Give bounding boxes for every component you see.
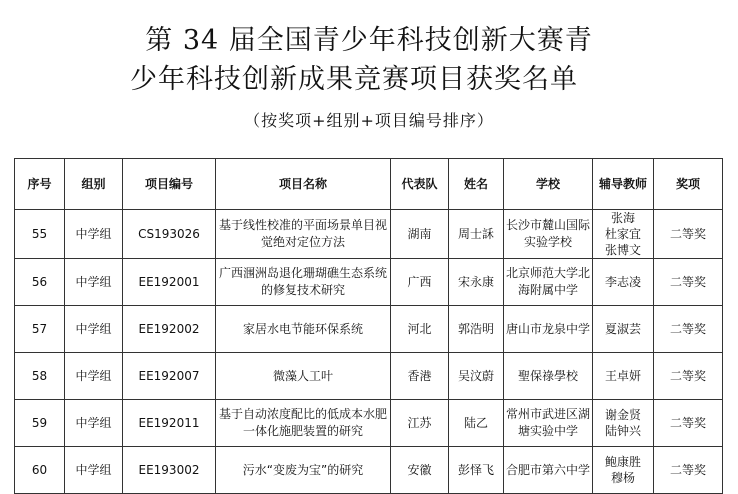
- cell-project-name: 污水“变废为宝”的研究: [216, 447, 391, 494]
- cell-tutor: [593, 400, 654, 447]
- cell-student: 吴汶蔚: [449, 353, 504, 400]
- cell-group: 中学组: [65, 447, 123, 494]
- tutor-name: 谢金贤: [604, 408, 641, 422]
- cell-seq: 59: [15, 400, 65, 447]
- document-title-line-1: 第 34 届全国青少年科技创新大赛青: [145, 25, 593, 56]
- cell-school: 聖保祿學校: [504, 353, 593, 400]
- tutor-name: 张海: [610, 211, 635, 225]
- cell-school: 唐山市龙泉中学: [504, 306, 593, 353]
- header-code: 项目编号: [123, 159, 216, 210]
- cell-group: 中学组: [65, 400, 123, 447]
- header-school: 学校: [504, 159, 593, 210]
- cell-award: 二等奖: [654, 447, 723, 494]
- cell-team: 河北: [391, 306, 449, 353]
- header-project-name: 项目名称: [216, 159, 391, 210]
- tutor-name: 穆杨: [610, 471, 635, 485]
- cell-team: 广西: [391, 259, 449, 306]
- cell-award: 二等奖: [654, 306, 723, 353]
- cell-student: 郭浩明: [449, 306, 504, 353]
- cell-student: 周士訸: [449, 210, 504, 259]
- cell-team: 安徽: [391, 447, 449, 494]
- cell-tutor: [593, 210, 654, 259]
- cell-team: 香港: [391, 353, 449, 400]
- cell-award: 二等奖: [654, 400, 723, 447]
- table-row: [15, 259, 723, 306]
- cell-student: 彭怿飞: [449, 447, 504, 494]
- cell-code: EE192011: [123, 400, 216, 447]
- cell-seq: 56: [15, 259, 65, 306]
- cell-student: 陆乙: [449, 400, 504, 447]
- cell-school: 常州市武进区湖塘实验中学: [504, 400, 593, 447]
- tutor-name: 鲍康胜: [604, 455, 641, 469]
- table-row: [15, 210, 723, 259]
- tutor-name: 李志凌: [604, 275, 641, 289]
- cell-tutor: [593, 306, 654, 353]
- cell-seq: 60: [15, 447, 65, 494]
- tutor-name: 夏淑芸: [604, 322, 641, 336]
- cell-student: 宋永康: [449, 259, 504, 306]
- cell-project-name: 家居水电节能环保系统: [216, 306, 391, 353]
- cell-code: EE192007: [123, 353, 216, 400]
- cell-code: EE192001: [123, 259, 216, 306]
- cell-code: CS193026: [123, 210, 216, 259]
- header-seq: 序号: [15, 159, 65, 210]
- cell-team: 江苏: [391, 400, 449, 447]
- cell-tutor: [593, 353, 654, 400]
- cell-school: 北京师范大学北海附属中学: [504, 259, 593, 306]
- tutor-name: 杜家宜: [604, 227, 641, 241]
- awards-table: [14, 158, 723, 494]
- cell-school: 长沙市麓山国际实验学校: [504, 210, 593, 259]
- header-award: 奖项: [654, 159, 723, 210]
- cell-award: 二等奖: [654, 259, 723, 306]
- cell-code: EE192002: [123, 306, 216, 353]
- cell-team: 湖南: [391, 210, 449, 259]
- header-group: 组别: [65, 159, 123, 210]
- cell-project-name: 微藻人工叶: [216, 353, 391, 400]
- cell-seq: 55: [15, 210, 65, 259]
- document-subtitle: （按奖项+组别+项目编号排序）: [244, 111, 494, 130]
- cell-seq: 57: [15, 306, 65, 353]
- table-row: [15, 306, 723, 353]
- cell-group: 中学组: [65, 210, 123, 259]
- table-header-row: [15, 159, 723, 210]
- table-row: [15, 447, 723, 494]
- cell-tutor: [593, 447, 654, 494]
- header-tutor: 辅导教师: [593, 159, 654, 210]
- cell-school: 合肥市第六中学: [504, 447, 593, 494]
- cell-group: 中学组: [65, 353, 123, 400]
- cell-group: 中学组: [65, 306, 123, 353]
- document-title-line-2: 少年科技创新成果竞赛项目获奖名单: [130, 64, 578, 95]
- cell-group: 中学组: [65, 259, 123, 306]
- cell-award: 二等奖: [654, 353, 723, 400]
- header-team: 代表队: [391, 159, 449, 210]
- cell-seq: 58: [15, 353, 65, 400]
- header-student: 姓名: [449, 159, 504, 210]
- tutor-name: 王卓妍: [604, 369, 641, 383]
- table-row: [15, 400, 723, 447]
- cell-project-name: 基于自动浓度配比的低成本水肥一体化施肥装置的研究: [216, 400, 391, 447]
- table-row: [15, 353, 723, 400]
- cell-award: 二等奖: [654, 210, 723, 259]
- tutor-name: 张博文: [604, 243, 641, 257]
- tutor-name: 陆钟兴: [604, 424, 641, 438]
- cell-tutor: [593, 259, 654, 306]
- cell-project-name: 基于线性校准的平面场景单目视觉绝对定位方法: [216, 210, 391, 259]
- cell-project-name: 广西涠洲岛退化珊瑚礁生态系统的修复技术研究: [216, 259, 391, 306]
- cell-code: EE193002: [123, 447, 216, 494]
